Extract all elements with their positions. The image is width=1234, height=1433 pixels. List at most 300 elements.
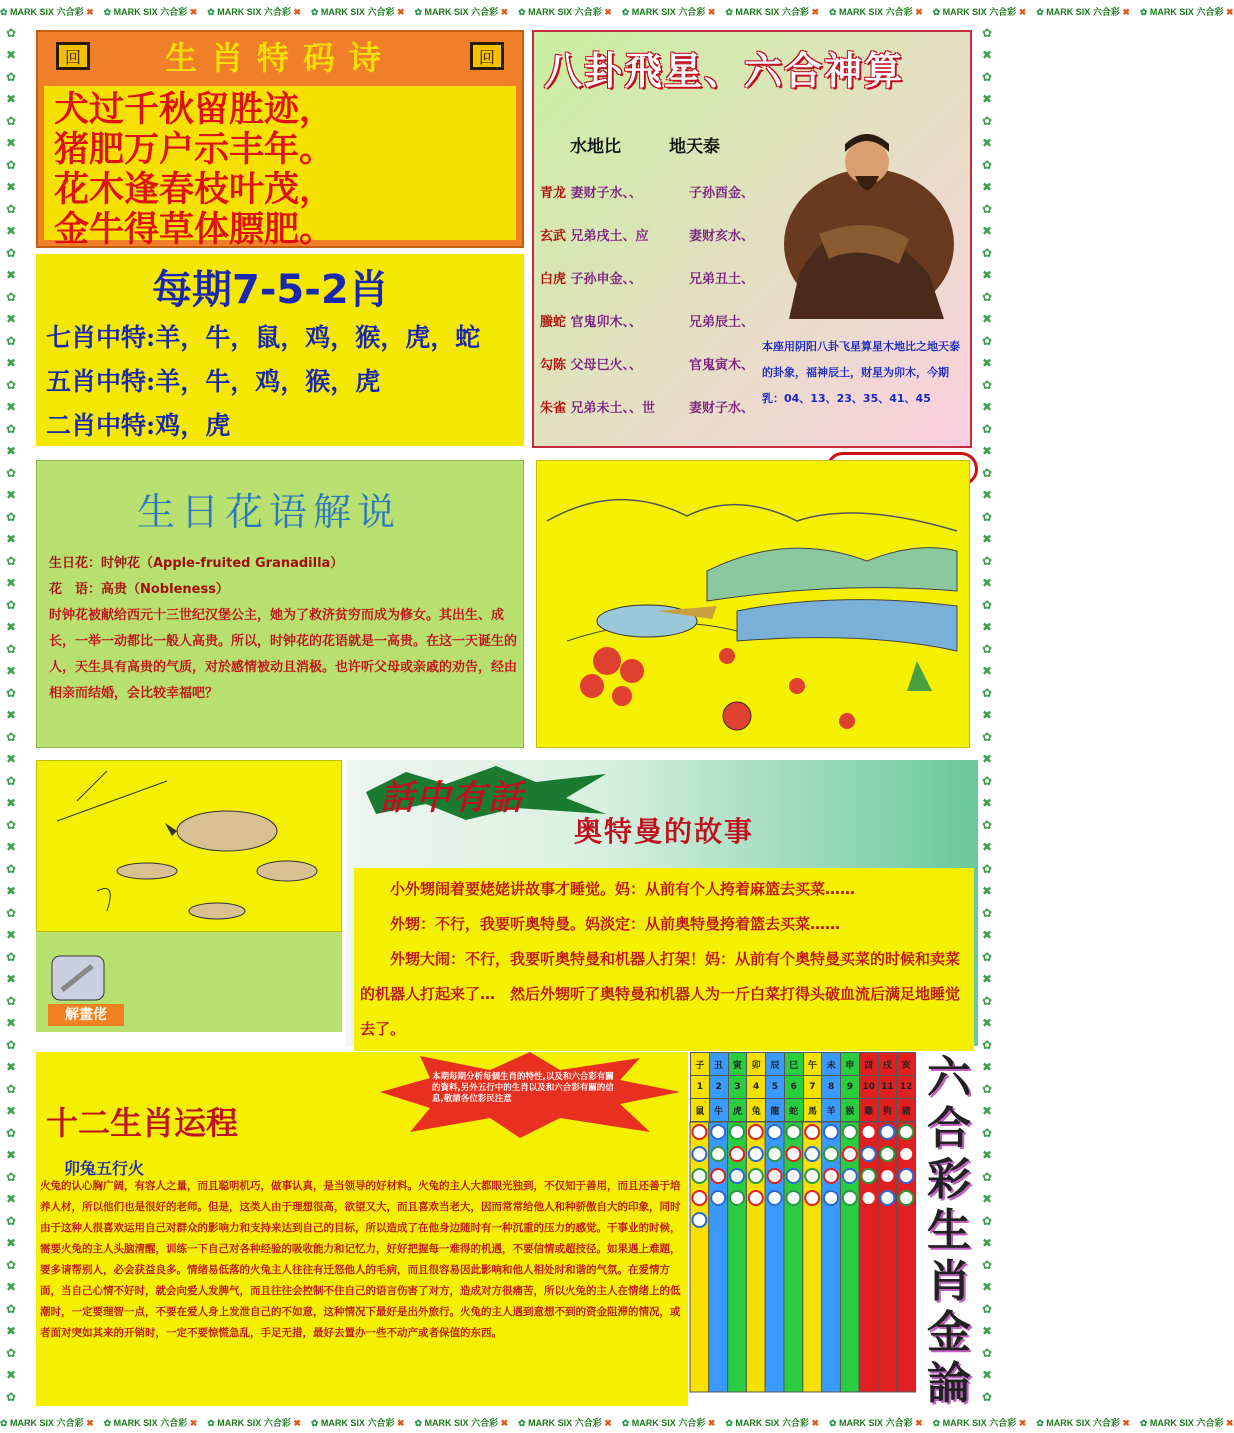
- grid-column: [840, 1122, 859, 1392]
- border-ornament-icon: ✖: [5, 1236, 17, 1250]
- border-ornament-icon: ✖: [981, 224, 993, 238]
- number-ball: [730, 1191, 744, 1205]
- brand-mark: ✿ MARK SIX 六合彩 ✖: [932, 6, 1027, 17]
- right-ornament-icon: 回: [470, 42, 504, 70]
- border-ornament-icon: ✿: [981, 1346, 993, 1360]
- border-ornament-icon: ✿: [5, 906, 17, 920]
- landscape-drawing: [537, 461, 969, 747]
- border-ornament-icon: ✿: [981, 774, 993, 788]
- border-ornament-icon: ✖: [981, 180, 993, 194]
- grid-column: [709, 1122, 728, 1392]
- brand-mark: ✿ MARK SIX 六合彩 ✖: [1036, 1417, 1130, 1428]
- number-ball: [824, 1147, 838, 1161]
- picks-panel: [36, 254, 524, 446]
- brand-mark: ✿ MARK SIX 六合彩 ✖: [829, 6, 923, 17]
- story-title: 奥特曼的故事: [574, 815, 755, 848]
- border-ornament-icon: ✖: [5, 268, 17, 282]
- brand-mark: ✿ MARK SIX 六合彩 ✖: [1139, 6, 1234, 17]
- brand-mark: ✿ MARK SIX 六合彩 ✖: [1139, 1417, 1234, 1428]
- border-ornament-icon: ✿: [5, 1126, 17, 1140]
- border-ornament-icon: ✿: [981, 1302, 993, 1316]
- border-ornament-icon: ✖: [5, 752, 17, 766]
- branch-row: [691, 1053, 916, 1076]
- birthday-flower-panel: [36, 460, 524, 748]
- grid-cell: 兔: [747, 1099, 766, 1122]
- poem-line: 猪肥万户示丰年。: [54, 129, 335, 170]
- number-ball: [843, 1191, 857, 1205]
- number-ball: [843, 1147, 857, 1161]
- poem-body: [44, 86, 516, 250]
- border-ornament-icon: ✿: [5, 730, 17, 744]
- god-label: 勾陈: [540, 358, 567, 373]
- story-paragraph: 外甥：不行，我要听奥特曼。妈淡定：从前奥特曼挎着篮去买菜……: [390, 915, 841, 933]
- brand-mark: ✿ MARK SIX 六合彩 ✖: [103, 6, 198, 17]
- number-ball: [899, 1191, 913, 1205]
- border-ornament-icon: ✖: [981, 136, 993, 150]
- brand-mark: ✿ MARK SIX 六合彩 ✖: [0, 6, 94, 17]
- bagua-right-column: [689, 182, 754, 440]
- number-ball: [749, 1125, 763, 1139]
- liuhe-title-char: 合: [927, 1103, 971, 1154]
- border-ornament-icon: ✖: [981, 620, 993, 634]
- zodiac-table: [690, 1052, 916, 1122]
- border-ornament-icon: ✖: [5, 312, 17, 326]
- poem-line: 花木逢春枝叶茂，: [54, 169, 335, 210]
- grid-cell: 羊: [822, 1099, 841, 1122]
- grid-column: [822, 1122, 841, 1392]
- border-ornament-icon: ✖: [5, 1368, 17, 1382]
- brand-mark: ✿ MARK SIX 六合彩 ✖: [310, 1417, 405, 1428]
- border-ornament-icon: ✖: [981, 268, 993, 282]
- border-ornament-icon: ✿: [981, 1214, 993, 1228]
- number-ball: [711, 1125, 725, 1139]
- number-ball: [692, 1213, 706, 1227]
- border-ornament-icon: ✖: [981, 1016, 993, 1030]
- grid-cell: 寅: [728, 1053, 747, 1076]
- border-ornament-icon: ✖: [981, 1236, 993, 1250]
- grid-column: [897, 1122, 916, 1392]
- number-ball: [862, 1147, 876, 1161]
- grid-cell: 鼠: [691, 1099, 710, 1122]
- border-ornament-icon: ✿: [981, 1170, 993, 1184]
- number-ball: [692, 1169, 706, 1183]
- border-ornament-icon: ✿: [5, 1302, 17, 1316]
- boar-drawing-image: [36, 760, 342, 932]
- border-ornament-icon: ✿: [5, 1038, 17, 1052]
- brand-mark: ✿ MARK SIX 六合彩 ✖: [621, 1417, 716, 1428]
- number-row: [691, 1076, 916, 1099]
- border-ornament-icon: ✖: [981, 1192, 993, 1206]
- grid-cell: 牛: [709, 1099, 728, 1122]
- grid-cell: 4: [747, 1076, 766, 1099]
- border-ornament-icon: ✖: [981, 1060, 993, 1074]
- border-ornament-icon: ✖: [981, 312, 993, 326]
- story-header: 話中有話: [380, 778, 524, 818]
- border-ornament-icon: ✿: [981, 598, 993, 612]
- jiehua-label: 解畫佬: [48, 1004, 124, 1026]
- border-ornament-icon: ✖: [5, 708, 17, 722]
- border-ornament-icon: ✖: [981, 1324, 993, 1338]
- border-ornament-icon: ✖: [981, 1104, 993, 1118]
- border-ornament-icon: ✿: [981, 510, 993, 524]
- line-label: 妻财子水、: [689, 401, 755, 416]
- border-ornament-icon: ✿: [5, 246, 17, 260]
- border-ornament-icon: ✖: [981, 708, 993, 722]
- border-ornament-icon: ✖: [5, 1104, 17, 1118]
- brand-mark: ✿ MARK SIX 六合彩 ✖: [829, 1417, 923, 1428]
- liuhe-title-char: 六: [927, 1052, 971, 1103]
- number-ball: [730, 1125, 744, 1139]
- border-ornament-icon: ✿: [981, 378, 993, 392]
- border-ornament-icon: ✖: [981, 796, 993, 810]
- number-ball: [824, 1191, 838, 1205]
- border-ornament-icon: ✿: [5, 510, 17, 524]
- brand-mark: ✿ MARK SIX 六合彩 ✖: [310, 6, 405, 17]
- grid-cell: 狗: [878, 1099, 897, 1122]
- border-ornament-icon: ✖: [981, 884, 993, 898]
- border-ornament-icon: ✖: [5, 180, 17, 194]
- grid-cell: 5: [766, 1076, 785, 1099]
- border-ornament-icon: ✿: [5, 818, 17, 832]
- border-ornament-icon: ✖: [5, 224, 17, 238]
- grid-cell: 8: [822, 1076, 841, 1099]
- gua-right-label: 地天泰: [669, 137, 720, 157]
- grid-cell: 10: [859, 1076, 878, 1099]
- number-ball: [880, 1169, 894, 1183]
- border-ornament-icon: ✿: [5, 1346, 17, 1360]
- number-ball: [768, 1191, 782, 1205]
- brand-mark: ✿ MARK SIX 六合彩 ✖: [414, 1417, 509, 1428]
- fortune-subtitle: 卯兔五行火: [64, 1159, 145, 1178]
- border-ornament-icon: ✿: [981, 1258, 993, 1272]
- border-ornament-icon: ✿: [5, 290, 17, 304]
- border-ornament-icon: ✖: [5, 1060, 17, 1074]
- fortune-title: 十二生肖运程: [46, 1104, 239, 1142]
- number-ball: [768, 1147, 782, 1161]
- number-ball: [786, 1147, 800, 1161]
- flower-meaning: 花 语：高贵（Nobleness）: [49, 582, 229, 597]
- brand-mark: ✿ MARK SIX 六合彩 ✖: [0, 1417, 94, 1428]
- border-ornament-icon: ✿: [981, 906, 993, 920]
- border-ornament-icon: ✿: [981, 466, 993, 480]
- number-ball: [692, 1125, 706, 1139]
- brand-mark: ✿ MARK SIX 六合彩 ✖: [1036, 6, 1130, 17]
- border-ornament-icon: ✿: [981, 642, 993, 656]
- grid-cell: 子: [691, 1053, 710, 1076]
- border-ornament-icon: ✿: [5, 1170, 17, 1184]
- border-ornament-icon: ✖: [5, 488, 17, 502]
- grid-cell: 卯: [747, 1053, 766, 1076]
- bagua-title: 八卦飛星、六合神算: [544, 48, 905, 93]
- border-ornament-icon: ✖: [981, 928, 993, 942]
- number-ball: [805, 1147, 819, 1161]
- border-ornament-icon: ✿: [981, 686, 993, 700]
- border-ornament-icon: ✖: [981, 576, 993, 590]
- brand-mark: ✿ MARK SIX 六合彩 ✖: [932, 1417, 1027, 1428]
- border-ornament-icon: ✿: [981, 818, 993, 832]
- poem-line: 金牛得草体膘肥。: [54, 209, 335, 250]
- grid-cell: 申: [841, 1053, 860, 1076]
- zodiac-row: [691, 1099, 916, 1122]
- grid-cell: 虎: [728, 1099, 747, 1122]
- grid-cell: 蛇: [784, 1099, 803, 1122]
- border-ornament-icon: ✖: [5, 48, 17, 62]
- number-ball: [880, 1125, 894, 1139]
- border-ornament-icon: ✿: [981, 70, 993, 84]
- border-ornament-icon: ✖: [981, 752, 993, 766]
- border-ornament-icon: ✖: [981, 972, 993, 986]
- brand-mark: ✿ MARK SIX 六合彩 ✖: [725, 1417, 819, 1428]
- jiehua-badge: [48, 952, 124, 1026]
- border-ornament-icon: ✖: [981, 1368, 993, 1382]
- border-ornament-icon: ✿: [981, 554, 993, 568]
- border-ornament-icon: ✿: [981, 290, 993, 304]
- grid-column: [878, 1122, 897, 1392]
- number-ball: [786, 1125, 800, 1139]
- border-ornament-icon: ✖: [5, 400, 17, 414]
- god-label: 螣蛇: [540, 315, 567, 330]
- border-ornament-icon: ✿: [981, 26, 993, 40]
- grid-column: [784, 1122, 803, 1392]
- border-ornament-icon: ✖: [5, 1148, 17, 1162]
- story-body: [354, 868, 974, 1051]
- picks-seven: 七肖中特:羊，牛，鼠，鸡，猴，虎，蛇: [46, 323, 481, 352]
- grid-cell: 1: [691, 1076, 710, 1099]
- grid-cell: 豬: [897, 1099, 916, 1122]
- grid-column: [859, 1122, 878, 1392]
- number-ball: [730, 1147, 744, 1161]
- number-ball: [862, 1169, 876, 1183]
- line-label: 子孙酉金、: [689, 186, 755, 201]
- number-ball: [805, 1169, 819, 1183]
- border-ornament-icon: ✖: [5, 1280, 17, 1294]
- number-ball: [824, 1169, 838, 1183]
- bagua-panel: [532, 30, 972, 448]
- grid-cell: 戌: [878, 1053, 897, 1076]
- border-ornament-icon: ✿: [981, 1390, 993, 1404]
- flower-name: 生日花：时钟花（Apple-fruited Granadilla）: [49, 556, 344, 571]
- border-ornament-icon: ✿: [5, 26, 17, 40]
- border-ornament-icon: ✿: [5, 554, 17, 568]
- border-ornament-icon: ✖: [981, 840, 993, 854]
- border-ornament-icon: ✿: [981, 246, 993, 260]
- border-ornament-icon: ✿: [5, 202, 17, 216]
- poem-title: 生肖特码诗: [164, 39, 395, 77]
- top-border: [0, 0, 1234, 22]
- line-label: 兄弟辰土、: [689, 315, 755, 330]
- border-ornament-icon: ✿: [5, 598, 17, 612]
- bagua-note: 本座用阴阳八卦飞星算星木地比之地天泰的卦象，福神辰土，财星为卯木，今期乳：04、13、23、35、41、45: [762, 340, 960, 405]
- grid-cell: 龍: [766, 1099, 785, 1122]
- grid-cell: 巳: [784, 1053, 803, 1076]
- picks-two: 二肖中特:鸡，虎: [46, 411, 231, 440]
- poem-header: [38, 32, 522, 80]
- picks-five: 五肖中特:羊，牛，鸡，猴，虎: [46, 367, 381, 396]
- number-ball: [749, 1169, 763, 1183]
- border-ornament-icon: ✖: [981, 444, 993, 458]
- border-ornament-icon: ✖: [981, 92, 993, 106]
- border-ornament-icon: ✖: [5, 796, 17, 810]
- number-ball: [749, 1191, 763, 1205]
- number-ball: [711, 1191, 725, 1205]
- left-border: [0, 22, 22, 1411]
- boar-sketch: [37, 761, 341, 931]
- border-ornament-icon: ✖: [5, 972, 17, 986]
- zodiac-poem-panel: [36, 30, 524, 248]
- zodiac-grid: [690, 1052, 916, 1406]
- border-ornament-icon: ✿: [5, 1258, 17, 1272]
- grid-cell: 午: [803, 1053, 822, 1076]
- line-label: 兄弟未土、、世: [570, 401, 656, 416]
- line-label: 兄弟戌土、应: [570, 229, 649, 244]
- border-ornament-icon: ✿: [5, 1082, 17, 1096]
- border-ornament-icon: ✖: [981, 1148, 993, 1162]
- notice-starburst: [380, 1052, 680, 1138]
- number-ball: [880, 1147, 894, 1161]
- grid-body: [690, 1122, 916, 1392]
- grid-column: [746, 1122, 765, 1392]
- border-ornament-icon: ✿: [981, 202, 993, 216]
- border-ornament-icon: ✿: [5, 1390, 17, 1404]
- border-ornament-icon: ✖: [5, 928, 17, 942]
- grid-cell: 未: [822, 1053, 841, 1076]
- number-ball: [768, 1169, 782, 1183]
- border-ornament-icon: ✿: [981, 994, 993, 1008]
- grid-cell: 7: [803, 1076, 822, 1099]
- border-ornament-icon: ✿: [5, 774, 17, 788]
- brand-mark: ✿ MARK SIX 六合彩 ✖: [414, 6, 509, 17]
- grid-cell: 猴: [841, 1099, 860, 1122]
- brand-mark: ✿ MARK SIX 六合彩 ✖: [518, 6, 612, 17]
- border-ornament-icon: ✖: [981, 664, 993, 678]
- number-ball: [730, 1169, 744, 1183]
- birthday-text: [49, 551, 519, 707]
- line-label: 妻财亥水、: [689, 229, 755, 244]
- number-ball: [862, 1125, 876, 1139]
- border-ornament-icon: ✖: [5, 664, 17, 678]
- border-ornament-icon: ✿: [5, 686, 17, 700]
- grid-cell: 辰: [766, 1053, 785, 1076]
- border-ornament-icon: ✿: [5, 334, 17, 348]
- riddle-drawing-image: [536, 460, 970, 748]
- grid-cell: 亥: [897, 1053, 916, 1076]
- border-ornament-icon: ✖: [5, 92, 17, 106]
- poem-line: 犬过千秋留胜迹，: [54, 89, 335, 130]
- fortune-body: 火兔的认心胸广阔，有容人之量，而且聪明机巧，做事认真，是当领导的好材料。火兔的主人大都眼光独到，不仅知于善用，而且还善于培养人材，所以他们也是很好的老师。但是，这类人由于理想很高，欲望又大，而且喜欢当老大，因而常常给他人和种骄傲自大的印象，同时由于这种人很喜欢运用自己对群众的影响力和支持来达到自己的目标，所以造成了在他身边随时有一种沉重的压力的感觉。干事业的时候，需要火兔的主人头脑清醒，训练一下自己对各种经验的吸收能力和记忆力，好好把握每一难得的机遇，不要信情或超技径。如果遇上难题，要多请帮别人，必会获益良多。情绪易低落的火兔主人往往有迁怒他人的毛病，而且很容易因此影响和他人相处时和谐的气氛。在爱情方面，当自己心情不好时，就会向爱人发脾气，而且往往会控制不住自己的语言伤害了对方，造成对方很痛苦，所以火兔的主人在情绪上的低潮时，一定要理智一点，不要在爱人身上发泄自己的不如意，这种情况下最好是出外旅行。火兔的主人遇到意想不到的资金阻滞的情况，或者面对突如其来的开销时，一定不要惊慌急乱，手足无措，最好去置办一些不动产或者保值的东西。: [40, 1180, 681, 1339]
- border-ornament-icon: ✿: [5, 158, 17, 172]
- right-border: [976, 22, 998, 1411]
- border-ornament-icon: ✿: [5, 862, 17, 876]
- number-ball: [805, 1125, 819, 1139]
- line-label: 父母巳火、、: [570, 358, 643, 373]
- line-label: 官鬼寅木、: [689, 358, 755, 373]
- grid-cell: 馬: [803, 1099, 822, 1122]
- border-ornament-icon: ✖: [981, 488, 993, 502]
- border-ornament-icon: ✖: [5, 620, 17, 634]
- border-ornament-icon: ✿: [5, 1214, 17, 1228]
- border-ornament-icon: ✿: [5, 950, 17, 964]
- liuhe-title-char: 生: [927, 1205, 971, 1256]
- number-ball: [711, 1169, 725, 1183]
- number-ball: [899, 1147, 913, 1161]
- border-ornament-icon: ✖: [981, 1280, 993, 1294]
- border-ornament-icon: ✖: [5, 136, 17, 150]
- number-ball: [711, 1147, 725, 1161]
- line-label: 妻财子水、、: [570, 186, 643, 201]
- gua-left-label: 水地比: [570, 137, 621, 157]
- number-ball: [899, 1169, 913, 1183]
- number-ball: [843, 1169, 857, 1183]
- story-panel: [346, 760, 978, 1046]
- picks-title: 每期7-5-2肖: [152, 267, 389, 313]
- border-ornament-icon: ✿: [5, 994, 17, 1008]
- god-label: 朱雀: [540, 401, 567, 416]
- liuhe-title-char: 金: [927, 1307, 971, 1358]
- border-ornament-icon: ✖: [5, 532, 17, 546]
- border-ornament-icon: ✖: [981, 532, 993, 546]
- story-paragraph: 小外甥闹着要姥姥讲故事才睡觉。妈：从前有个人挎着麻篮去买菜……: [390, 880, 856, 898]
- grid-column: [728, 1122, 747, 1392]
- god-label: 白虎: [540, 272, 567, 287]
- brand-mark: ✿ MARK SIX 六合彩 ✖: [518, 1417, 612, 1428]
- grid-column: [765, 1122, 784, 1392]
- liuhe-title-char: 肖: [927, 1256, 971, 1307]
- liuhe-title-panel: [920, 1052, 978, 1409]
- grid-cell: 12: [897, 1076, 916, 1099]
- liuhe-title-char: 論: [927, 1358, 971, 1409]
- brand-mark: ✿ MARK SIX 六合彩 ✖: [103, 1417, 198, 1428]
- border-ornament-icon: ✖: [981, 400, 993, 414]
- left-ornament-icon: 回: [56, 42, 90, 70]
- border-ornament-icon: ✿: [981, 158, 993, 172]
- border-ornament-icon: ✿: [981, 862, 993, 876]
- scroll-icon: [48, 952, 108, 1004]
- line-label: 官鬼卯木、、: [570, 315, 643, 330]
- border-ornament-icon: ✿: [5, 422, 17, 436]
- border-ornament-icon: ✖: [981, 356, 993, 370]
- border-ornament-icon: ✿: [981, 950, 993, 964]
- brand-mark: ✿ MARK SIX 六合彩 ✖: [207, 1417, 301, 1428]
- grid-cell: 2: [709, 1076, 728, 1099]
- number-ball: [899, 1125, 913, 1139]
- god-label: 玄武: [540, 229, 567, 244]
- border-ornament-icon: ✿: [5, 114, 17, 128]
- grid-column: [690, 1122, 709, 1392]
- border-ornament-icon: ✿: [981, 730, 993, 744]
- line-label: 兄弟丑土、: [689, 272, 755, 287]
- god-label: 青龙: [540, 186, 567, 201]
- grid-cell: 11: [878, 1076, 897, 1099]
- number-ball: [749, 1147, 763, 1161]
- flower-body: 时钟花被献给西元十三世纪汉堡公主，她为了救济贫穷而成为修女。其出生、成长，一举一动都比一般人高贵。所以，时钟花的花语就是一高贵。在这一天诞生的人，天生具有高贵的气质，对於感情被动且消极。也许听父母或亲戚的劝告，经由相亲而结婚，会比较幸福吧？: [49, 608, 518, 701]
- border-ornament-icon: ✿: [981, 1082, 993, 1096]
- number-ball: [786, 1169, 800, 1183]
- border-ornament-icon: ✿: [5, 466, 17, 480]
- bottom-border: [0, 1411, 1234, 1433]
- sage-figure-image: [759, 124, 959, 319]
- liuhe-title-char: 彩: [927, 1154, 971, 1205]
- border-ornament-icon: ✿: [981, 1126, 993, 1140]
- grid-cell: 6: [784, 1076, 803, 1099]
- border-ornament-icon: ✿: [981, 1038, 993, 1052]
- grid-cell: 丑: [709, 1053, 728, 1076]
- starburst-text: 本期每期分析每個生肖的特性,以及和六合彩有關的資料,另外五行中的生肖以及和六合彩有關的信息,敬請各位彩民注意: [432, 1072, 614, 1104]
- border-ornament-icon: ✿: [981, 334, 993, 348]
- number-ball: [805, 1191, 819, 1205]
- line-label: 子孙申金、、: [570, 272, 643, 287]
- border-ornament-icon: ✿: [5, 642, 17, 656]
- border-ornament-icon: ✖: [5, 576, 17, 590]
